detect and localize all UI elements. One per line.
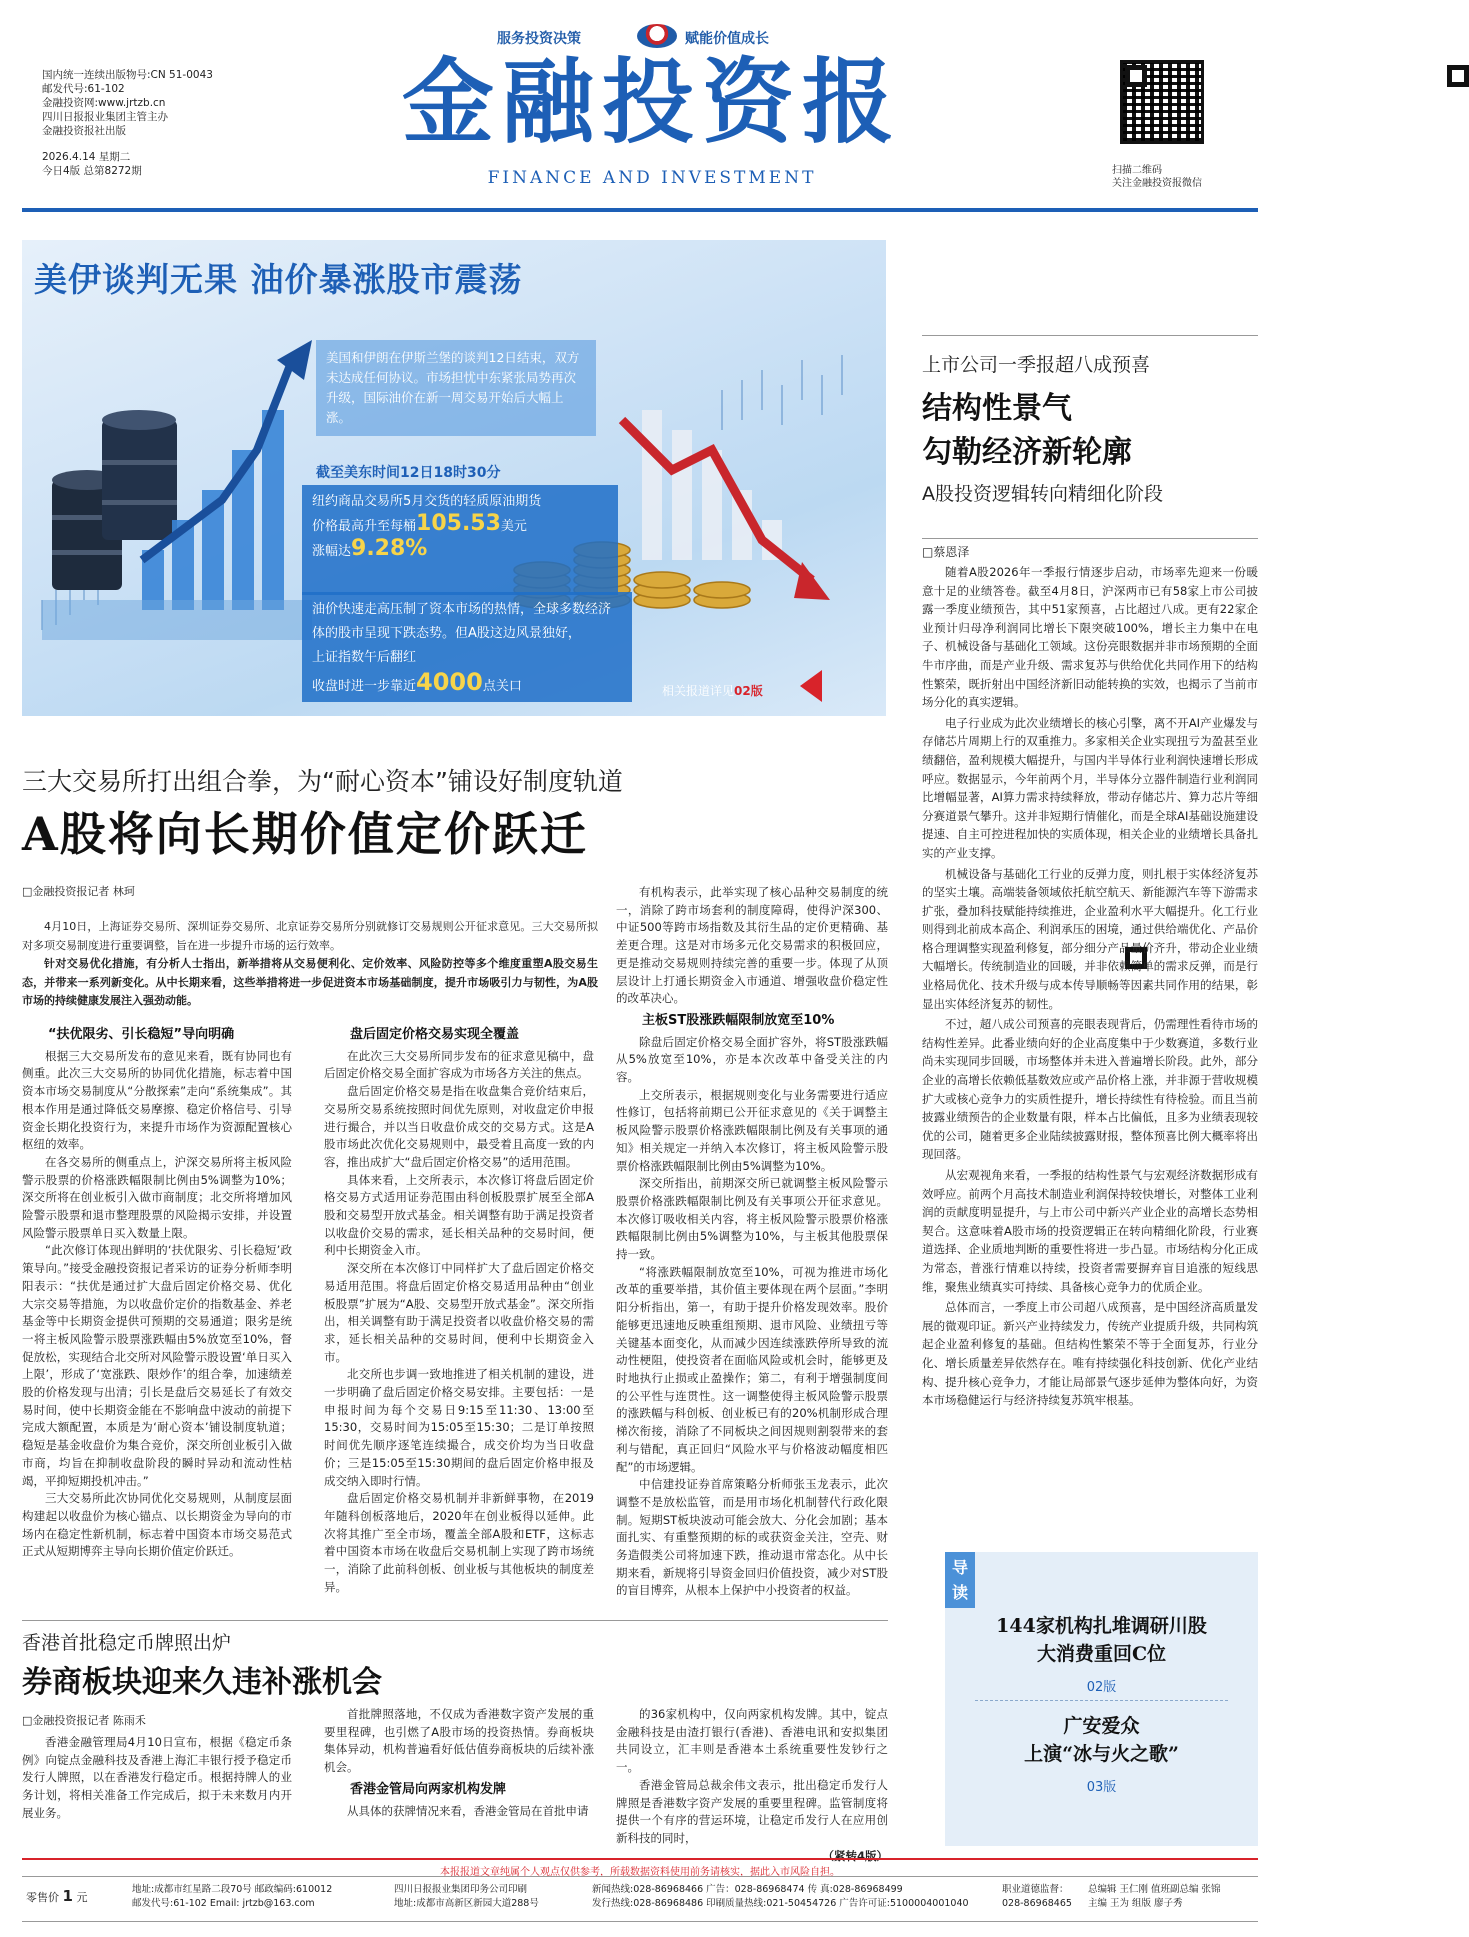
slogan-right: 赋能价值成长 <box>685 31 769 47</box>
footer-address: 地址:成都市红星路二段70号 邮政编码:610012 邮发代号:61-102 Email: jrtzb@163.com <box>132 1884 333 1909</box>
paragraph: “将涨跌幅限制放宽至10%，可视为推进市场化改革的重要举措，其价值主要体现在两个层面。”李明阳分析指出，第一，有助于提升价格发现效率。股价能够更迅速地反映重组预期、退市风险、业绩扭亏等关键基本面变化，从而减少因连续涨跌停所导致的流动性梗阻，使投资者在面临风险或机会时，能够更及时地执行止损或止盈操作；第二，有利于增强制度间的公平性与连贯性。这一调整使得主板风险警示股票的涨跌幅与科创板、创业板已有的20%机制形成合理梯次衔接，消除了不同板块之间因规则割裂带来的套利与错配，真正回归“风险水平与价格波动幅度相匹配”的市场逻辑。 <box>616 1264 888 1474</box>
info-line: 国内统一连续出版物号:CN 51-0043 <box>42 69 213 81</box>
guide-item-2-page[interactable]: 03版 <box>1086 1780 1117 1795</box>
slogan-left: 服务投资决策 <box>497 31 581 47</box>
paragraph: 中信建投证券首席策略分析师张玉龙表示，此次调整不是放松监管，而是用市场化机制替代行政化限制。短期ST板块波动可能会放大、分化会加剧；基本面扎实、有重整预期的标的或获资金关注，空壳、财务造假类公司将加速下跌，推动退市常态化。从中长期来看，新规将引导资金回归价值投资，减少对ST股的盲目博弈，从根本上保护中小投资者的权益。 <box>616 1477 888 1598</box>
paragraph: 深交所在本次修订中同样扩大了盘后固定价格交易适用范围。将盘后固定价格交易适用品种由“创业板股票”扩展为“A股、交易型开放式基金”。深交所指出，相关调整有助于满足投资者以收盘价格交易的需求，延长相关品种的交易时间，便利中长期资金入市。 <box>324 1261 594 1364</box>
right-story-author: □蔡恩泽 <box>922 545 970 559</box>
divider <box>922 335 1258 336</box>
newspaper-title: 金融投资报 <box>401 49 902 156</box>
section-heading: 主板ST股涨跌幅限制放宽至10% <box>642 1012 835 1028</box>
right-story-body <box>922 563 1258 1523</box>
footer-phones: 新闻热线:028-86968466 广告：028-86968474 传 真:028-86968499 发行热线:028-86968486 印刷质量热线:021-50454726 广告许可证:5100004001040 <box>592 1884 969 1909</box>
lower-story-title: 券商板块迎来久违补涨机会 <box>22 1665 382 1700</box>
footer <box>22 1876 1258 1922</box>
info-line: 四川日报报业集团主管主办 <box>42 111 168 123</box>
paragraph: 香港金融管理局4月10日宣布，根据《稳定币条例》向锭点金融科技及香港上海汇丰银行授予稳定币发行人牌照，以在香港发行稳定币。根据持牌人的业务计划，将相关准备工作完成后，拟于未来数月内开展业务。 <box>22 1735 292 1820</box>
right-story-title: 结构性景气 勾勒经济新轮廓 <box>922 391 1132 470</box>
guide-item-1[interactable]: 144家机构扎堆调研川股 大消费重回C位 <box>996 1615 1207 1665</box>
issue-edition: 今日4版 总第8272期 <box>42 165 142 177</box>
main-story-column-3 <box>616 884 888 1596</box>
paragraph: 具体来看，上交所表示，本次修订将盘后固定价格交易方式适用证券范围由科创板股票扩展至全部A股和交易型开放式基金。相关调整有助于满足投资者以收盘价交易的需求，延长相关品种的交易时间，便利中长期资金入市。 <box>324 1172 594 1258</box>
issue-date: 2026.4.14 星期二 <box>42 151 131 163</box>
right-story-supertitle: 上市公司一季报超八成预喜 <box>922 354 1151 376</box>
lower-story-column-3 <box>616 1706 888 1863</box>
paragraph: 香港金管局总裁余伟文表示，批出稳定币发行人牌照是香港数字资产发展的重要里程碑。监管制度将提供一个有序的营运环境，让稳定币发行人在应用创新科技的同时， <box>616 1777 888 1845</box>
main-story-column-1 <box>22 1022 292 1596</box>
paragraph: 有机构表示，此举实现了核心品种交易制度的统一，消除了跨市场套利的制度障碍，使得沪深300、中证500等跨市场指数及其衍生品的定价更精确、基差更合理。这是对市场多元化交易需求的积极回应，更是推动交易规则持续完善的重要一步。体现了从顶层设计上打通长期资金入市通道、增强收盘价稳定性的改革决心。 <box>616 885 888 1006</box>
section-heading: 盘后固定价格交易实现全覆盖 <box>350 1027 520 1042</box>
lower-story-author: □金融投资报记者 陈雨禾 <box>22 1714 146 1727</box>
info-line[interactable]: 金融投资网:www.jrtzb.cn <box>42 97 166 109</box>
retail-price: 零售价 1 元 <box>26 1887 88 1905</box>
right-story-subtitle: A股投资逻辑转向精细化阶段 <box>922 483 1163 505</box>
guide-box <box>945 1552 1258 1846</box>
main-story-title: A股将向长期价值定价跃迁 <box>22 807 588 861</box>
qr-code-icon[interactable] <box>1120 60 1204 144</box>
related-report-link[interactable]: 相关报道详见02版 <box>662 684 763 698</box>
paragraph: 不过，超八成公司预喜的亮眼表现背后，仍需理性看待市场的结构性差异。此番业绩向好的企业高度集中于少数赛道，多数行业尚未实现同步回暖，市场整体并未进入普遍增长阶段。此外，部分企业的高增长依赖低基数效应或产品价格上涨，并非源于营收规模扩大或核心竞争力的实质性提升，增长持续性有待检验。而且当前披露业绩预告的企业数量有限，样本占比偏低，且多为业绩表现较优的公司，随着更多企业陆续披露财报，整体预喜比例大概率将出现回落。 <box>922 1017 1258 1162</box>
index-level: 4000 <box>416 668 483 696</box>
publication-info <box>42 68 342 178</box>
paragraph: 深交所指出，前期深交所已就调整主板风险警示股票价格涨跌幅限制比例及有关事项公开征求意见。本次修订吸收相关内容，将主板风险警示股票价格涨跌幅限制比例由5%调整为10%，与主板其他股票保持一致。 <box>616 1176 888 1262</box>
main-story-lead <box>22 918 598 1011</box>
oil-price-change: 9.28% <box>351 536 428 561</box>
newspaper-logo-icon <box>637 24 677 48</box>
paragraph: 北交所也步调一致地推进了相关机制的建设，进一步明确了盘后固定价格交易安排。主要包括：一是申报时间为每个交易日9:15至11:30、13:00至15:30，交易时间为15:05至15:30；二是订单按照时间优先顺序逐笔连续撮合，成交价均为当日收盘价；三是15:05至15:30期间的盘后固定价格申报及成交纳入即时行情。 <box>324 1367 594 1488</box>
qr-caption: 扫描二维码 关注金融投资报微信 <box>1112 165 1202 189</box>
divider <box>922 538 1258 539</box>
continue-note[interactable]: （紧转4版） <box>822 1848 888 1863</box>
hero-time-label: 截至美东时间12日18时30分 <box>316 465 501 481</box>
lead-paragraph: 4月10日，上海证券交易所、深圳证券交易所、北京证券交易所分别就修订交易规则公开征求意见。三大交易所拟对多项交易制度进行重要调整，旨在进一步提升市场的运行效率。 <box>22 920 598 952</box>
paragraph: 根据三大交易所发布的意见来看，既有协同也有侧重。此次三大交易所的协同优化措施，标志着中国资本市场交易制度从“分散探索”走向“系统集成”。其根本作用是通过降低交易摩擦、稳定价格信号、引导资金长期化投资行为，来提升市场作为资源配置核心枢纽的效率。 <box>22 1048 292 1152</box>
guide-tag: 导读 <box>945 1552 975 1608</box>
main-story-author: □金融投资报记者 林珂 <box>22 885 135 898</box>
info-line: 金融投资报社出版 <box>42 125 126 137</box>
paragraph: 三大交易所此次协同优化交易规则，从制度层面构建起以收盘价为核心锚点、以长期资金为导向的市场内在稳定性新机制，标志着中国资本市场交易范式正式从短期博弈主导向长期价值定价跃迁。 <box>22 1491 292 1559</box>
market-reaction-box: 油价快速走高压制了资本市场的热情，全球多数经济体的股市呈现下跌态势。但A股这边风景独好， 上证指数午后翻红 收盘时进一步靠近4000点关口 <box>302 592 632 702</box>
info-line: 邮发代号:61-102 <box>42 83 125 95</box>
guide-item-1-page[interactable]: 02版 <box>1086 1680 1117 1695</box>
masthead-slogan <box>497 24 957 48</box>
paragraph: 在各交易所的侧重点上，沪深交易所将主板风险警示股票的价格涨跌幅限制比例由5%调整为10%；深交所将在创业板引入做市商制度；北交所将增加风险警示股票和退市整理股票的风险揭示安排，并设置风险警示股票单日买入数量上限。 <box>22 1154 292 1240</box>
footer-printer: 四川日报报业集团印务公司印刷 地址:成都市高新区新园大道288号 <box>394 1884 539 1909</box>
oil-price-value: 105.53 <box>416 511 501 536</box>
paragraph: 在此次三大交易所同步发布的征求意见稿中，盘后固定价格交易全面扩容成为市场各方关注的焦点。 <box>324 1048 594 1081</box>
hero-lead: 美国和伊朗在伊斯兰堡的谈判12日结束，双方未达成任何协议。市场担忧中东紧张局势再次升级，国际油价在新一周交易开始后大幅上涨。 <box>316 340 596 436</box>
paragraph: 随着A股2026年一季报行情逐步启动，市场率先迎来一份暖意十足的业绩答卷。截至4月8日，沪深两市已有58家上市公司披露一季度业绩预告，其中51家预喜，占比超过八成。更有22家企业预计归母净利润同比增长下限突破100%，增长主力集中在电子、机械设备与基础化工领域。这份亮眼数据并非市场预期的全面牛市序曲，而是产业升级、需求复苏与供给优化共同作用下的结构性繁荣，既折射出中国经济新旧动能转换的实效，也揭示了当前市场分化的真实逻辑。 <box>922 565 1258 710</box>
section-heading: 香港金管局向两家机构发牌 <box>350 1781 507 1797</box>
disclaimer-notice: 本报报道文章纯属个人观点仅供参考，所载数据资料使用前务请核实，据此入市风险自担。 <box>22 1858 1258 1878</box>
paragraph: 电子行业成为此次业绩增长的核心引擎，离不开AI产业爆发与存储芯片周期上行的双重推力。多家相关企业实现扭亏为盈甚至业绩翻倍，盈利规模大幅提升，与国内半导体行业利润快速增长形成呼应。数据显示，今年前两个月，半导体分立器件制造行业利润同比增幅显著，AI算力需求持续释放，带动存储芯片、算力芯片等细分赛道景气攀升。这并非短期行情催化，而是全球AI基础设施建设提速、自主可控进程加快的实质体现，相关企业的业绩增长具备扎实的产业支撑。 <box>922 715 1258 860</box>
main-story-column-2 <box>324 1022 594 1596</box>
lead-paragraph: 针对交易优化措施，有分析人士指出，新举措将从交易便利化、定价效率、风险防控等多个维度重塑A股交易生态，并带来一系列新变化。从中长期来看，这些举措将进一步促进资本市场基础制度，提升市场吸引力与韧性，为A股市场的持续健康发展注入强劲动能。 <box>22 957 598 1007</box>
paragraph: 机械设备与基础化工行业的反弹力度，则扎根于实体经济复苏的坚实土壤。高端装备领域依托航空航天、新能源汽车等下游需求扩张，叠加科技赋能持续推进，企业盈利水平大幅提升。化工行业则得到北前成本高企、利润承压的困境，通过供给端优化、产品价格合理调整实现盈利修复，部分细分产品量价齐升，带动企业业绩大幅增长。传统制造业的回暖，并非依赖简单的需求反弹，而是行业格局优化、技术升级与成本传导顺畅等因素共同作用的结果，彰显出实体经济复苏的韧性。 <box>922 866 1258 1011</box>
hero-title: 美伊谈判无果 油价暴涨股市震荡 <box>34 260 523 299</box>
paragraph: “此次修订体现出鲜明的‘扶优限劣、引长稳短’政策导向。”接受金融投资报记者采访的证券分析师李明阳表示：“扶优是通过扩大盘后固定价格交易、优化大宗交易等措施，为以收盘价定价的指数基金、养老基金等中长期资金提供可预期的交易通道；限劣是统一将主板风险警示股票涨跌幅由5%放宽至10%，督促放松，实现结合北交所对风险警示股设置‘单日买入上限’，形成了‘宽涨跌、限炒作’的组合拳，加速绩差股的价格发现与出清；引长是盘后交易延长了有效交易时间，使中长期资金能在不影响盘中波动的前提下完成大额配置，本质是为‘耐心资本’铺设制度轨道；稳短是基金收盘价为集合竞价，深交所创业板引入做市商，均旨在抑制收盘阶段的瞬时异动和流动性枯竭，平抑短期投机冲击。” <box>22 1243 292 1488</box>
masthead <box>22 18 1258 208</box>
paragraph: 除盘后固定价格交易全面扩容外，将ST股涨跌幅从5%放宽至10%，亦是本次改革中备受关注的内容。 <box>616 1034 888 1085</box>
footer-editors: 总编辑 王仁刚 值班副总编 张锦 主编 王为 组版 廖子秀 <box>1088 1884 1221 1909</box>
newspaper-title-en: FINANCE AND INVESTMENT <box>487 168 817 188</box>
lower-story-column-2 <box>324 1706 594 1846</box>
paragraph: 首批牌照落地，不仅成为香港数字资产发展的重要里程碑，也引燃了A股市场的投资热情。券商板块集体异动，机构普遍看好低估值券商板块的后续补涨机会。 <box>324 1707 594 1775</box>
paragraph: 从宏观视角来看，一季报的结构性景气与宏观经济数据形成有效呼应。前两个月高技术制造业利润保持较快增长，对整体工业利润的贡献度明显提升，与上市公司中新兴产业企业的高增长态势相契合。这意味着A股市场的投资逻辑正在转向精细化阶段，行业赛道选择、企业质地判断的重要性将进一步凸显。市场结构分化正成为常态，普涨行情难以持续，投资者需要摒弃盲目追涨的短线思维，聚焦业绩真实可持续、具备核心竞争力的优质企业。 <box>922 1168 1258 1294</box>
paragraph: 上交所表示，根据规则变化与业务需要进行适应性修订，包括将前期已公开征求意见的《关于调整主板风险警示股票价格涨跌幅限制比例及有关事项的通知》相关规定一并纳入本次修订，将主板风险警示股票价格涨跌幅限制比例由5%调整为10%。 <box>616 1087 888 1173</box>
footer-ethics: 职业道德监督： 028-86968465 <box>1002 1884 1072 1909</box>
paragraph: 盘后固定价格交易是指在收盘集合竞价结束后，交易所交易系统按照时间优先原则，对收盘定价申报进行撮合，并以当日收盘价成交的交易方式。这是A股市场此次优化交易规则中，最受着且高度一致的内容，推出成扩大“盘后固定价格交易”的适用范围。 <box>324 1084 594 1169</box>
paragraph: 从具体的获牌情况来看，香港金管局在首批申请 <box>347 1803 589 1818</box>
lower-story-column-1 <box>22 1734 292 1846</box>
masthead-rule <box>22 208 1258 212</box>
paragraph: 总体而言，一季度上市公司超八成预喜，是中国经济高质量发展的微观印证。新兴产业持续发力，传统产业提质升级，共同构筑起企业盈利修复的基础。但结构性繁荣不等于全面复苏，行业分化、增长质量差异依然存在。唯有持续强化科技创新、优化产业结构、提升核心竞争力，才能让局部景气逐步延伸为整体向好，为资本市场稳健运行与经济持续复苏筑牢根基。 <box>922 1300 1258 1408</box>
paragraph: 盘后固定价格交易机制并非新鲜事物，在2019年随科创板落地后，2020年在创业板得以延伸。此次将其推广至全市场，覆盖全部A股和ETF，这标志着中国资本市场在收盘后交易机制上实现了跨市场统一，消除了此前科创板、创业板与其他板块的制度差异。 <box>324 1491 594 1594</box>
lower-story-supertitle: 香港首批稳定币牌照出炉 <box>22 1632 232 1654</box>
divider <box>975 1700 1228 1701</box>
arrow-left-icon <box>800 670 822 702</box>
paragraph: 的36家机构中，仅向两家机构发牌。其中，锭点金融科技是由渣打银行(香港)、香港电讯和安拟集团共同设立，汇丰则是香港本土系统重要性发钞行之一。 <box>616 1707 888 1775</box>
right-story-header <box>922 350 1258 506</box>
section-heading: “扶优限劣、引长稳短”导向明确 <box>48 1027 235 1042</box>
guide-item-2[interactable]: 广安爱众 上演“冰与火之歌” <box>1024 1715 1179 1765</box>
hero-feature <box>22 240 886 716</box>
oil-price-box: 纽约商品交易所5月交货的轻质原油期货 价格最高升至每桶105.53美元 涨幅达9.28% <box>302 485 618 595</box>
main-story-supertitle: 三大交易所打出组合拳，为“耐心资本”铺设好制度轨道 <box>22 767 623 796</box>
divider <box>22 1620 888 1621</box>
